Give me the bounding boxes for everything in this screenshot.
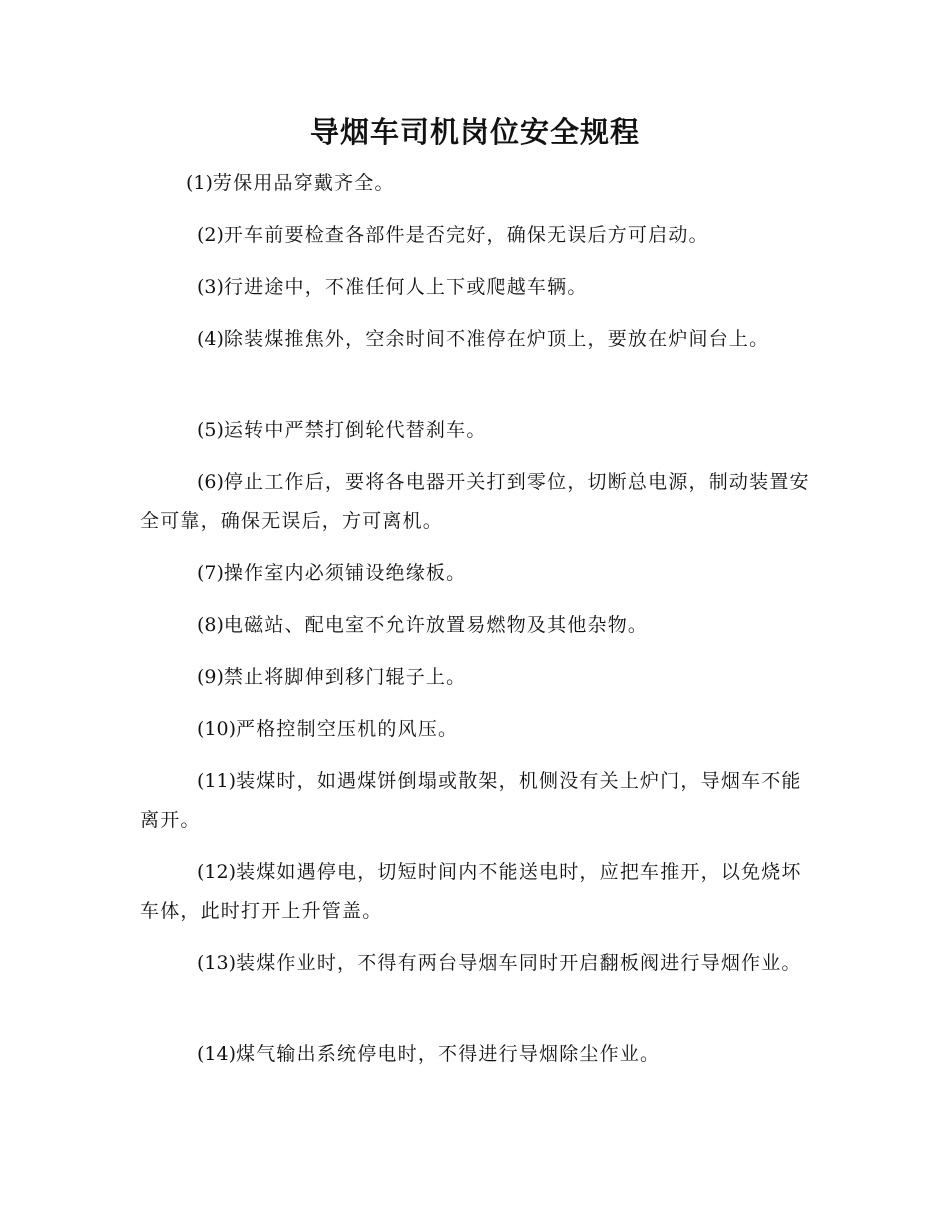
- rule-text: 电磁站、配电室不允许放置易燃物及其他杂物。: [223, 614, 649, 636]
- rule-number: (3): [197, 276, 224, 298]
- rule-text: 操作室内必须铺设绝缘板。: [223, 562, 467, 584]
- rule-text: 装煤时，如遇煤饼倒塌或散架，机侧没有关上炉门，导烟车不能离开。: [140, 770, 802, 831]
- rule-number: (7): [197, 562, 224, 584]
- rule-number: (11): [197, 770, 237, 792]
- rule-number: (5): [197, 419, 224, 441]
- rule-text: 除装煤推焦外，空余时间不准停在炉顶上，要放在炉间台上。: [223, 328, 770, 350]
- rule-item-4: [140, 320, 812, 359]
- rule-number: (12): [197, 861, 237, 883]
- rule-number: (8): [197, 614, 224, 636]
- rule-item-10: [140, 710, 812, 749]
- rule-item-9: [140, 658, 812, 697]
- rule-text: 运转中严禁打倒轮代替刹车。: [223, 419, 487, 441]
- rule-item-8: [140, 606, 812, 645]
- rule-text: 装煤如遇停电，切短时间内不能送电时，应把车推开，以免烧坏车体，此时打开上升管盖。: [140, 861, 802, 922]
- rule-number: (9): [197, 666, 224, 688]
- rule-number: (14): [197, 1043, 237, 1065]
- rule-item-1: [140, 164, 812, 203]
- rule-item-7: [140, 554, 812, 593]
- rule-number: (6): [197, 471, 224, 493]
- rule-item-5: [140, 411, 812, 450]
- rule-number: (1): [186, 172, 213, 194]
- rule-text: 煤气输出系统停电时，不得进行导烟除尘作业。: [236, 1043, 661, 1065]
- rule-item-14: [140, 1035, 812, 1074]
- rule-text: 行进途中，不准任何人上下或爬越车辆。: [223, 276, 588, 298]
- rule-item-12: [140, 853, 812, 930]
- rule-item-2: [140, 216, 812, 255]
- rule-item-11: [140, 762, 812, 839]
- document-title: 导烟车司机岗位安全规程: [309, 115, 640, 149]
- rule-text: 严格控制空压机的风压。: [236, 718, 459, 740]
- rule-text: 开车前要检查各部件是否完好，确保无误后方可启动。: [223, 224, 709, 246]
- rule-item-13: [140, 944, 812, 983]
- rule-text: 停止工作后，要将各电器开关打到零位，切断总电源，制动装置安全可靠，确保无误后，方可离机。: [140, 471, 810, 532]
- rule-number: (13): [197, 952, 237, 974]
- rule-text: 禁止将脚伸到移门辊子上。: [223, 666, 467, 688]
- rule-number: (10): [197, 718, 237, 740]
- rule-text: 劳保用品穿戴齐全。: [212, 172, 395, 194]
- rule-number: (2): [197, 224, 224, 246]
- rule-item-6: [140, 463, 812, 540]
- rule-text: 装煤作业时，不得有两台导烟车同时开启翻板阀进行导烟作业。: [236, 952, 802, 974]
- rule-number: (4): [197, 328, 224, 350]
- rule-item-3: [140, 268, 812, 307]
